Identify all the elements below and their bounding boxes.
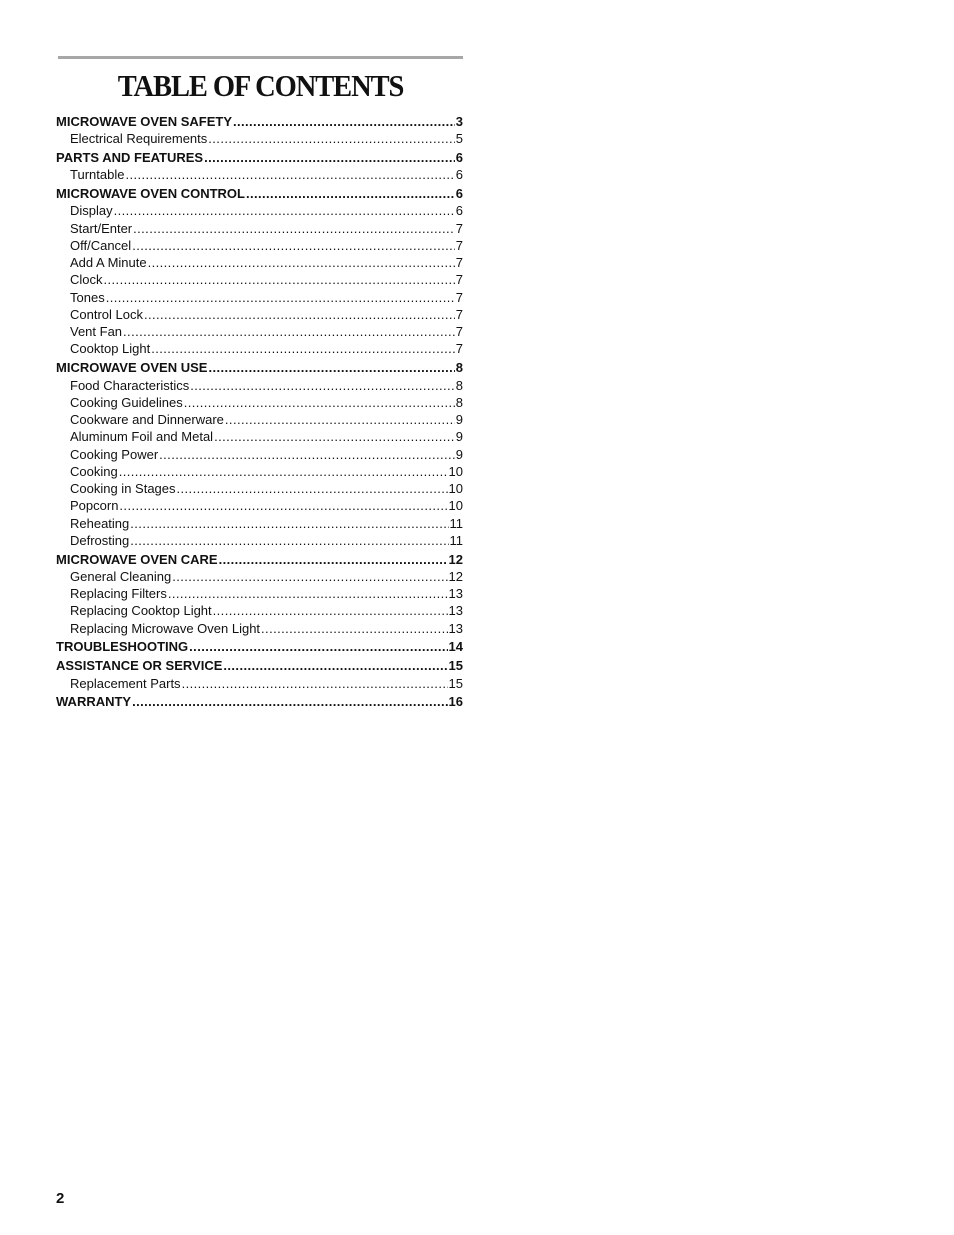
toc-section-entry[interactable] [56,149,463,166]
toc-section-entry[interactable] [56,359,463,376]
dot-leader [130,532,448,549]
toc-entry-title: Turntable [70,167,125,183]
toc-page-number: 13 [448,586,463,602]
toc-entry-title: Reheating [70,515,130,531]
dot-leader [208,130,454,147]
toc-subsection-entry[interactable] [56,377,463,394]
title-rule [58,56,463,59]
toc-subsection-entry[interactable] [56,254,463,271]
toc-section-entry[interactable] [56,693,463,710]
toc-entry-title: Control Lock [70,306,143,322]
toc-entry-title: Aluminum Foil and Metal [70,429,214,445]
toc-page-number: 7 [455,237,463,253]
toc-page-number: 15 [448,675,463,691]
toc-page-number: 6 [455,150,463,166]
toc-page-number: 13 [448,603,463,619]
toc-page-number: 8 [455,377,463,393]
toc-subsection-entry[interactable] [56,602,463,619]
dot-leader [119,463,448,480]
toc-entry-title: Defrosting [70,532,130,548]
toc-page-number: 7 [455,289,463,305]
toc-page-number: 12 [448,551,463,567]
toc-page-number: 10 [448,463,463,479]
toc-page-number: 7 [455,220,463,236]
toc-subsection-entry[interactable] [56,428,463,445]
dot-leader [208,359,454,376]
toc-entry-title: Start/Enter [70,220,133,236]
toc-subsection-entry[interactable] [56,568,463,585]
toc-entry-title: Replacing Cooktop Light [70,603,212,619]
toc-page-number: 13 [448,620,463,636]
toc-page-number: 10 [448,481,463,497]
toc-subsection-entry[interactable] [56,271,463,288]
toc-page-number: 3 [455,114,463,129]
dot-leader [125,166,454,183]
toc-subsection-entry[interactable] [56,497,463,514]
dot-leader [133,220,455,237]
toc-entry-title: TROUBLESHOOTING [56,639,189,655]
toc-section-entry[interactable] [56,113,463,130]
toc-page-number: 9 [455,412,463,428]
toc-page-number: 6 [455,186,463,202]
dot-leader [151,340,455,357]
toc-page-number: 9 [455,446,463,462]
toc-page-number: 7 [455,255,463,271]
toc-entry-title: MICROWAVE OVEN CONTROL [56,186,245,202]
dot-leader [189,638,447,655]
toc-subsection-entry[interactable] [56,411,463,428]
toc-subsection-entry[interactable] [56,130,463,147]
toc-entry-title: Off/Cancel [70,237,132,253]
toc-section-entry[interactable] [56,185,463,202]
toc-entry-title: ASSISTANCE OR SERVICE [56,658,223,674]
dot-leader [114,202,455,219]
toc-page-number: 14 [448,639,463,655]
toc-subsection-entry[interactable] [56,166,463,183]
toc-entry-title: Cooking [70,463,118,479]
dot-leader [168,585,448,602]
dot-leader [177,480,448,497]
toc-entry-title: Food Characteristics [70,377,190,393]
toc-entry-title: Cooking in Stages [70,481,176,497]
dot-leader [132,237,455,254]
toc-page-number: 7 [455,324,463,340]
toc-section-entry[interactable] [56,551,463,568]
dot-leader [261,620,447,637]
dot-leader [223,657,447,674]
page-title: TABLE OF CONTENTS [117,68,404,103]
toc-section-entry[interactable] [56,638,463,655]
toc-page-number: 8 [455,360,463,376]
page-number: 2 [56,1190,65,1207]
table-of-contents [56,113,463,711]
toc-entry-title: Replacement Parts [70,675,181,691]
toc-entry-title: MICROWAVE OVEN CARE [56,551,218,567]
toc-entry-title: PARTS AND FEATURES [56,150,204,166]
toc-subsection-entry[interactable] [56,463,463,480]
dot-leader [159,446,455,463]
toc-entry-title: MICROWAVE OVEN USE [56,360,208,376]
toc-subsection-entry[interactable] [56,237,463,254]
toc-page-number: 12 [448,568,463,584]
toc-entry-title: Popcorn [70,498,119,514]
toc-subsection-entry[interactable] [56,340,463,357]
toc-subsection-entry[interactable] [56,515,463,532]
toc-page-number: 7 [455,272,463,288]
dot-leader [119,497,447,514]
toc-page-number: 8 [455,394,463,410]
dot-leader [130,515,448,532]
dot-leader [148,254,455,271]
dot-leader [132,693,447,710]
toc-entry-title: Replacing Microwave Oven Light [70,620,261,636]
toc-section-entry[interactable] [56,657,463,674]
toc-entry-title: Tones [70,289,105,305]
toc-subsection-entry[interactable] [56,675,463,692]
toc-page-number: 9 [455,429,463,445]
toc-page-number: 11 [449,515,463,531]
toc-page-number: 16 [448,694,463,710]
toc-subsection-entry[interactable] [56,289,463,306]
toc-entry-title: Display [70,203,113,219]
dot-leader [214,428,455,445]
toc-entry-title: General Cleaning [70,568,172,584]
dot-leader [233,113,455,130]
dot-leader [225,411,455,428]
toc-subsection-entry[interactable] [56,306,463,323]
toc-entry-title: Replacing Filters [70,586,167,602]
toc-entry-title: Electrical Requirements [70,131,208,147]
toc-subsection-entry[interactable] [56,532,463,549]
dot-leader [123,323,455,340]
dot-leader [172,568,447,585]
toc-subsection-entry[interactable] [56,585,463,602]
toc-entry-title: MICROWAVE OVEN SAFETY [56,114,232,129]
toc-entry-title: WARRANTY [56,694,132,710]
toc-page-number: 7 [455,306,463,322]
dot-leader [190,377,455,394]
toc-page-number: 10 [448,498,463,514]
dot-leader [182,675,448,692]
toc-page-number: 15 [448,658,463,674]
dot-leader [219,551,448,568]
toc-subsection-entry[interactable] [56,620,463,637]
toc-page-number: 5 [455,131,463,147]
toc-entry-title: Clock [70,272,103,288]
dot-leader [213,602,448,619]
toc-page-number: 6 [455,167,463,183]
toc-subsection-entry[interactable] [56,446,463,463]
toc-subsection-entry[interactable] [56,480,463,497]
dot-leader [184,394,455,411]
dot-leader [144,306,455,323]
dot-leader [204,149,455,166]
dot-leader [106,289,455,306]
toc-page-number: 7 [455,341,463,357]
toc-subsection-entry[interactable] [56,220,463,237]
toc-entry-title: Cooktop Light [70,341,151,357]
toc-entry-title: Cooking Power [70,446,159,462]
toc-subsection-entry[interactable] [56,202,463,219]
dot-leader [104,271,455,288]
toc-entry-title: Cookware and Dinnerware [70,412,224,428]
toc-entry-title: Cooking Guidelines [70,394,183,410]
dot-leader [246,185,455,202]
toc-page-number: 6 [455,203,463,219]
toc-subsection-entry[interactable] [56,394,463,411]
toc-entry-title: Vent Fan [70,324,123,340]
toc-subsection-entry[interactable] [56,323,463,340]
toc-page-number: 11 [449,532,463,548]
toc-entry-title: Add A Minute [70,255,147,271]
